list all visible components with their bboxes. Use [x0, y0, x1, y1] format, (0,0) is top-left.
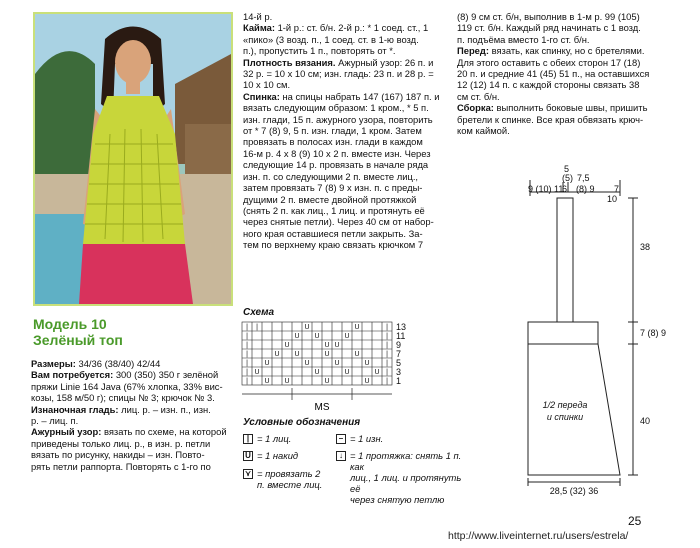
text-line: провязать в полосах изн. глади в каждом [243, 136, 423, 148]
svg-text:U: U [344, 333, 350, 340]
svg-text:U: U [284, 378, 290, 385]
svg-text:|: | [246, 360, 248, 367]
svg-text:U: U [334, 342, 340, 349]
row-number: 1 [396, 376, 402, 386]
purl-label: Изнаночная гладь: [31, 403, 119, 415]
k2tog-symbol-icon: ⋎ [243, 469, 253, 479]
text-line: изн. п. со следующими 2 п. вместе лиц., [243, 170, 419, 182]
svg-text:U: U [324, 342, 330, 349]
svg-text:|: | [246, 369, 248, 376]
svg-text:U: U [304, 324, 310, 331]
svg-text:|: | [386, 378, 388, 385]
dim-top-row: 9 (10) 11 [528, 184, 564, 194]
text-line: см ст. б/н. [457, 90, 500, 102]
model-photo [33, 12, 233, 306]
svg-text:U: U [314, 333, 320, 340]
lace-label: Ажурный узор: [31, 426, 102, 438]
text-line: 300 (350) 350 г зелёной [115, 369, 219, 381]
svg-text:|: | [246, 342, 248, 349]
row-number: 3 [396, 367, 402, 377]
svg-text:|: | [386, 360, 388, 367]
text-line: затем провязать 7 (8) 9 х изн. п. с преды- [243, 182, 423, 194]
assembly-label: Сборка: [457, 102, 494, 114]
text-line: Ажурный узор: 26 п. и [338, 56, 434, 68]
text-line: ком каймой. [457, 125, 510, 137]
svg-text:U: U [274, 351, 280, 358]
middle-column-text [243, 11, 443, 251]
text-line: приведены только лиц. р., в изн. р. петли [31, 437, 211, 449]
legend-k2tog-line: п. вместе лиц. [257, 479, 323, 490]
text-line: «пико» (3 возд. п., 1 соед. ст. в 1-ю возд. [243, 33, 419, 45]
svg-text:U: U [264, 360, 270, 367]
svg-text:|: | [256, 324, 258, 331]
row-number: 5 [396, 358, 402, 368]
svg-text:U: U [324, 378, 330, 385]
text-line: вязать по схеме, на которой [103, 426, 227, 438]
text-line: бретели к спинке. Все края обвязать крюч- [457, 113, 644, 125]
svg-text:U: U [254, 369, 260, 376]
text-line: Для этого оставить с обеих сторон 17 (18) [457, 56, 641, 68]
dim-top-6: 6 [562, 184, 568, 194]
dim-top-5: 5 [564, 164, 570, 174]
row-number: 13 [396, 322, 407, 332]
diagram-center-label: 1/2 переда [542, 400, 588, 410]
svg-text:U: U [364, 360, 370, 367]
svg-text:|: | [246, 324, 248, 331]
model-photo-illustration [35, 14, 231, 304]
text-line: 12 (12) 14 п. с каждой стороны связать 38 [457, 79, 640, 91]
dim-top-5b: (5) [562, 173, 573, 183]
svg-text:|: | [386, 324, 388, 331]
svg-text:|: | [246, 378, 248, 385]
pull-symbol-icon: ↓ [336, 451, 346, 461]
text-line: р. – лиц. п. [31, 415, 79, 427]
row-number: 11 [396, 331, 406, 341]
text-line: вязать по рисунку, накиды – изн. Повто- [31, 449, 205, 461]
front-label: Перед: [457, 45, 489, 57]
svg-text:U: U [354, 351, 360, 358]
legend-knit: = 1 лиц. [257, 433, 292, 444]
model-name: Зелёный топ [33, 332, 123, 348]
legend-pull-line: через снятую петлю [350, 494, 445, 505]
text-line: рять петли раппорта. Повторять с 1-го по [31, 460, 211, 472]
text-line: 16-м р. 4 х 8 (9) 10 х 2 п. вместе изн. Через [243, 147, 431, 159]
dim-top-7: 7 [614, 184, 620, 194]
legend-yo: = 1 накид [257, 450, 299, 461]
ms-label: MS [314, 402, 330, 412]
model-title [33, 316, 123, 348]
text-line: пряжи Linie 164 Java (67% хлопка, 33% вис- [31, 380, 223, 392]
row-number: 9 [396, 340, 402, 350]
svg-text:|: | [386, 333, 388, 340]
purl-symbol-icon: – [336, 434, 346, 444]
svg-text:U: U [364, 378, 370, 385]
legend-k2tog [257, 468, 337, 490]
text-line: п. подъёма вместо 1-го ст. б/н. [457, 33, 590, 45]
text-line: лиц. р. – изн. п., изн. [121, 403, 211, 415]
sizes-label: Размеры: [31, 358, 76, 369]
text-line: дущими 2 п. вместе двойной протяжкой [243, 193, 417, 205]
svg-text:|: | [246, 351, 248, 358]
knitting-chart [240, 320, 415, 412]
row-number: 7 [396, 349, 402, 359]
svg-text:|: | [246, 333, 248, 340]
text-line: вязать следующим образом: 1 кром., * 5 п. [243, 102, 429, 114]
schema-title: Схема [243, 307, 275, 318]
dim-bottom-width: 28,5 (32) 36 [549, 486, 599, 496]
svg-text:U: U [264, 378, 270, 385]
text-line: козы, 158 м/50 г); спицы № 3; крючок № 3. [31, 392, 215, 404]
dim-body-height: 40 [640, 416, 651, 426]
svg-text:U: U [304, 360, 310, 367]
svg-text:U: U [324, 351, 330, 358]
text-line: (8) 9 см ст. б/н, выполнив в 1-м р. 99 (105) [457, 11, 640, 22]
text-line: тем по верхнему краю связать крючком 7 [243, 239, 424, 251]
svg-text:U: U [294, 333, 300, 340]
text-line: следующие 14 р. провязать в начале ряда [243, 159, 429, 171]
svg-text:U: U [294, 351, 300, 358]
text-line: изн. глади, 15 п. ажурного узора, повторить [243, 113, 433, 125]
edge-label: Кайма: [243, 22, 275, 34]
svg-text:U: U [314, 369, 320, 376]
text-line: 1-й р.: ст. б/н. 2-й р.: * 1 соед. ст., 1 [277, 22, 429, 34]
dim-band-height: 7 (8) 9 [640, 328, 667, 338]
dim-strap-height: 38 [640, 242, 651, 252]
materials-label: Вам потребуется: [31, 369, 114, 381]
svg-text:|: | [386, 342, 388, 349]
dim-top-8: (8) 9 [576, 184, 595, 194]
text-line: 14-й р. [243, 11, 273, 22]
text-line: ного края оставшиеся петли закрыть. За- [243, 227, 423, 239]
right-column-text [457, 11, 657, 136]
pattern-diagram [500, 162, 680, 497]
text-line: от * 7 (8) 9, 5 п. изн. глади, 1 кром. Затем [243, 125, 422, 137]
text-line: вязать, как спинку, но с бретелями. [491, 45, 645, 57]
svg-text:|: | [386, 369, 388, 376]
legend-pull-line: = 1 протяжка: снять 1 п. как [350, 450, 462, 472]
text-line: выполнить боковые швы, пришить [496, 102, 648, 114]
legend-pull [350, 450, 470, 505]
legend-k2tog-line: = провязать 2 [257, 468, 321, 479]
text-line: через снятые петли). Через 40 см от набор- [243, 216, 434, 228]
text-line: 10 х 10 см. [243, 79, 291, 91]
back-label: Спинка: [243, 90, 280, 102]
svg-text:U: U [374, 369, 380, 376]
text-line: 32 р. = 10 х 10 см; изн. гладь: 23 п. и 28 р. = [243, 68, 434, 80]
svg-text:U: U [284, 342, 290, 349]
model-number: Модель 10 [33, 316, 107, 332]
legend-pull-line: лиц., 1 лиц. и протянуть её [350, 472, 462, 494]
knit-symbol-icon: | [243, 434, 253, 444]
text-line: 20 п. и средние 41 (45) 51 п., на оставшихся [457, 68, 650, 80]
density-label: Плотность вязания. [243, 56, 336, 68]
dim-top-10: 10 [607, 194, 618, 204]
sizes-value: 34/36 (38/40) 42/44 [78, 358, 161, 369]
left-column-text [31, 358, 229, 472]
legend-purl: = 1 изн. [350, 433, 384, 444]
page-number: 25 [628, 514, 642, 528]
svg-text:U: U [344, 369, 350, 376]
svg-text:|: | [386, 351, 388, 358]
legend [243, 432, 463, 505]
text-line: п.), пропустить 1 п., повторять от *. [243, 45, 396, 57]
svg-text:U: U [354, 324, 360, 331]
text-line: 119 ст. б/н. Каждый ряд начинать с 1 возд. [457, 22, 641, 34]
text-line: на спицы набрать 147 (167) 187 п. и [282, 90, 440, 102]
text-line: (снять 2 п. как лиц., 1 лиц. и протянуть её [243, 204, 425, 216]
diagram-center-label: и спинки [546, 412, 584, 422]
legend-title: Условные обозначения [243, 417, 361, 428]
source-url[interactable]: http://www.liveinternet.ru/users/estrela/ [448, 530, 629, 542]
yarn-over-symbol-icon: U [243, 451, 253, 461]
svg-text:U: U [334, 360, 340, 367]
dim-top-75: 7,5 [577, 173, 590, 183]
